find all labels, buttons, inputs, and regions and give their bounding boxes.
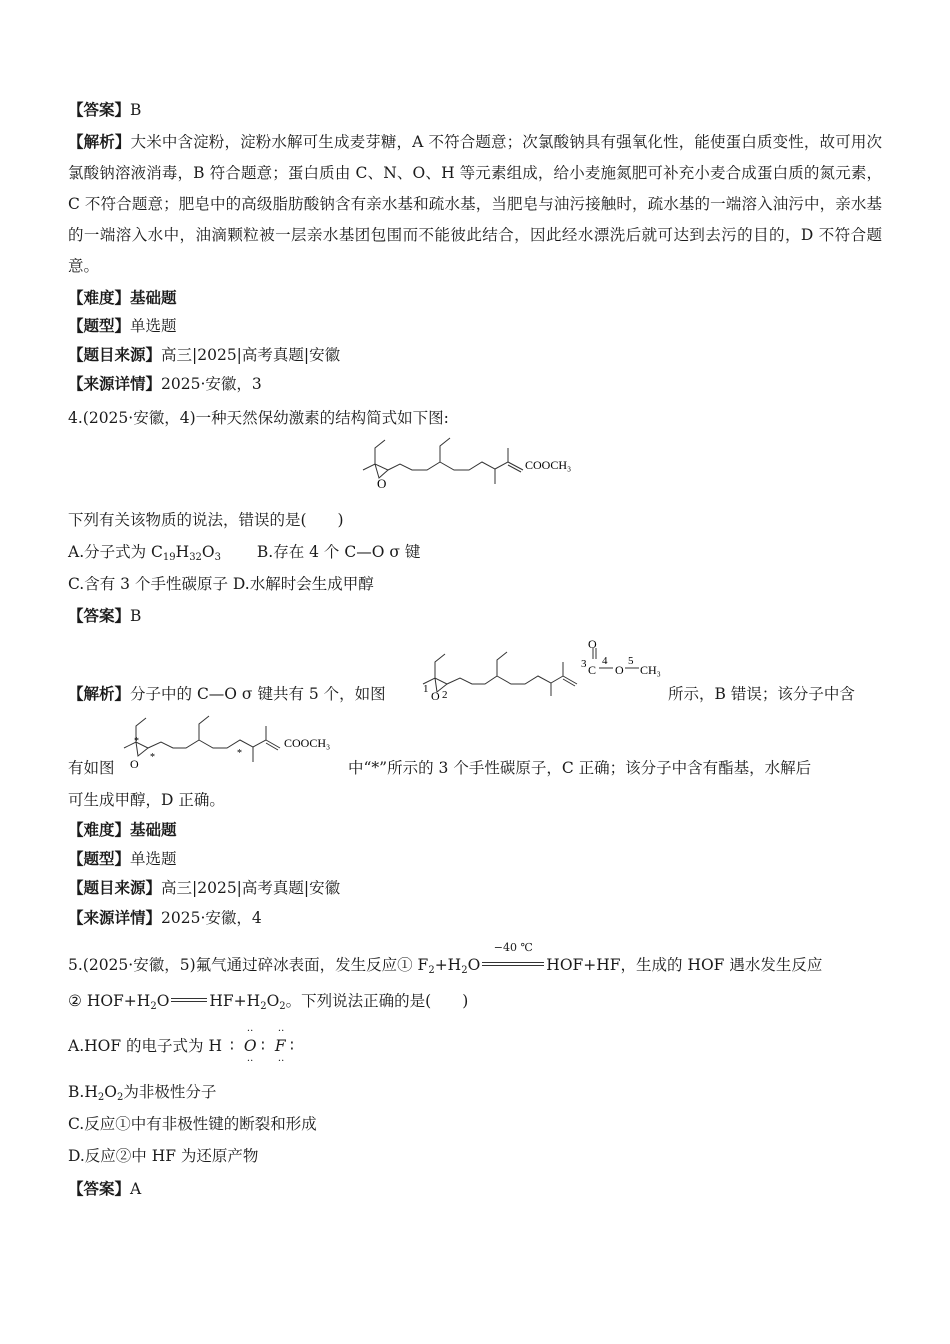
f-dots-bottom: ··: [277, 1056, 285, 1067]
q3-difficulty: [68, 288, 177, 308]
type-value: 单选题: [130, 317, 177, 335]
q4-stem: 4.(2025·安徽，4)一种天然保幼激素的结构简式如下图:: [68, 409, 449, 427]
fig1-bond-label-5: 5: [628, 655, 634, 667]
q4-analysis-line2: 有如图: [68, 759, 115, 777]
answer-value: B: [130, 607, 142, 625]
type-label: 【题型】: [68, 316, 131, 335]
q4-source: [68, 878, 340, 898]
q5-option-a: A.HOF 的电子式为 H ∶ ·· O ·· ∶ ·· F ·· ∶: [68, 1036, 299, 1056]
difficulty-value: 基础题: [130, 820, 177, 839]
option-a: A.分子式为 $C_{19}H_{32}O_3$: [68, 543, 222, 563]
fig1-bond-label-2: 2: [442, 689, 448, 701]
detail-label: 【来源详情】: [68, 374, 162, 393]
q4-options-ab: [68, 542, 420, 562]
type-value: 单选题: [130, 850, 177, 868]
difficulty-label: 【难度】: [68, 288, 131, 307]
source-label: 【题目来源】: [68, 878, 162, 897]
fig1-bond-label-1: 1: [423, 683, 429, 695]
fig2-ester-group: COOCH₃: [284, 736, 331, 750]
option-b: B.存在 4 个 C—O σ 键: [256, 543, 421, 561]
lewis-o: O: [243, 1037, 257, 1055]
source-value: 高三|2025|高考真题|安徽: [161, 346, 341, 364]
q5-option-c: C.反应①中有非极性键的断裂和形成: [68, 1115, 317, 1133]
analysis-text: 大米中含淀粉，淀粉水解可生成麦芽糖，A 不符合题意；次氯酸钠具有强氧化性，能使蛋白质变性，故可用次氯酸钠溶液消毒，B 符合题意；蛋白质由 C、N、O、H 等元素组成，给小麦施氮肥可补充小麦合成蛋白质的氮元素，C 不符合题意；肥皂中的高级脂肪酸钠含有亲水基和疏水基，当肥皂与油污接触时，疏水基的一端溶入油污中，亲水基的一端溶入水中，油滴颗粒被一层亲水基团包围而不能彼此结合，因此经水漂洗后就可达到去污的目的，D 不符合题意。: [68, 133, 882, 275]
q4-type: [68, 849, 177, 869]
answer-value: B: [130, 101, 142, 119]
reaction-arrow-1: [480, 941, 546, 976]
q4-analysis-figure-2: [120, 712, 360, 774]
source-label: 【题目来源】: [68, 345, 162, 364]
option-c: C.含有 3 个手性碳原子: [68, 575, 228, 593]
answer-label: 【答案】: [68, 606, 131, 625]
fig1-bond-label-4: 4: [602, 655, 608, 667]
lone-pair-left: ∶: [229, 1037, 234, 1055]
lone-pair-right: ∶: [289, 1037, 294, 1055]
q5-stem-line1: 5.(2025·安徽，5)氟气通过碎冰表面，发生反应① $F_2+H_2O$ −40 ℃ HOF+HF，生成的 HOF 遇水发生反应: [68, 955, 822, 976]
analysis-label: 【解析】: [68, 132, 131, 151]
q3-answer: [68, 100, 141, 120]
q3-source: [68, 345, 340, 365]
source-value: 高三|2025|高考真题|安徽: [161, 879, 341, 897]
answer-label: 【答案】: [68, 100, 131, 119]
chiral-star-3: *: [237, 748, 242, 759]
q4-analysis-figure-1: [415, 634, 670, 702]
q4-options-cd: [68, 574, 374, 594]
answer-value: A: [130, 1180, 142, 1198]
fig1-methyl: CH₃: [640, 663, 661, 677]
type-label: 【题型】: [68, 849, 131, 868]
q4-analysis-line3: 可生成甲醇，D 正确。: [68, 791, 225, 809]
bond-pair: ∶: [260, 1037, 265, 1055]
fig1-epoxide-oxygen: O: [431, 689, 440, 702]
q5-option-d: D.反应②中 HF 为还原产物: [68, 1147, 259, 1165]
reaction-condition: −40 ℃: [493, 941, 533, 954]
mol-ester-group: COOCH₃: [525, 458, 572, 472]
fig1-carbonyl-oxygen: O: [588, 637, 597, 651]
o-dots-top: ··: [246, 1026, 254, 1037]
fig1-ester-oxygen: O: [615, 663, 624, 677]
fig1-bond-label-3: 3: [581, 658, 587, 670]
q3-analysis: [68, 126, 882, 282]
detail-value: 2025·安徽，3: [161, 375, 262, 393]
q4-detail: [68, 908, 262, 928]
o-dots-bottom: ··: [246, 1056, 254, 1067]
answer-label: 【答案】: [68, 1179, 131, 1198]
option-d: D.水解时会生成甲醇: [232, 575, 374, 593]
analysis-text: 分子中的 C—O σ 键共有 5 个，如图: [130, 685, 386, 703]
detail-value: 2025·安徽，4: [161, 909, 262, 927]
q4-question: 下列有关该物质的说法，错误的是( ): [68, 511, 344, 529]
chiral-star-1: *: [134, 736, 139, 747]
analysis-label: 【解析】: [68, 684, 131, 703]
fig2-oxygen: O: [130, 757, 139, 771]
mol-oxygen: O: [377, 476, 387, 491]
q4-analysis-line1b: 所示，B 错误；该分子中含: [668, 685, 855, 703]
q4-answer: [68, 606, 141, 626]
lewis-f: F: [274, 1037, 286, 1055]
q5-stem-line2: ② $HOF+H_2O$ $HF+H_2O_2$。下列说法正确的是( ): [68, 992, 469, 1012]
q5-answer: [68, 1179, 141, 1199]
q3-detail: [68, 374, 262, 394]
q4-analysis-line1: [68, 684, 386, 704]
lewis-structure: [227, 1026, 299, 1067]
q4-analysis-line2b: 中“*”所示的 3 个手性碳原子，C 正确；该分子中含有酯基，水解后: [348, 759, 812, 777]
reaction-arrow-2: [169, 992, 209, 1012]
q3-type: [68, 316, 177, 336]
fig1-carbon: C: [588, 663, 597, 677]
difficulty-label: 【难度】: [68, 820, 131, 839]
difficulty-value: 基础题: [130, 288, 177, 307]
detail-label: 【来源详情】: [68, 908, 162, 927]
q5-option-b: $B.H_2O_2$为非极性分子: [68, 1083, 217, 1103]
q4-structure-figure: [355, 436, 595, 498]
f-dots-top: ··: [277, 1026, 285, 1037]
chiral-star-2: *: [150, 752, 155, 763]
q4-difficulty: [68, 820, 177, 840]
